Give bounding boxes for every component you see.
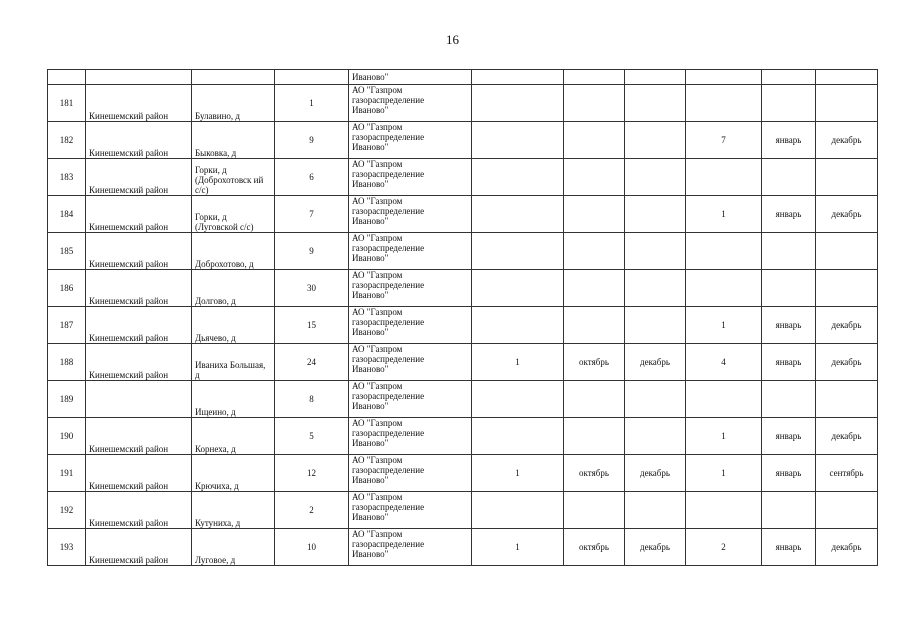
cell-locality [192,70,275,85]
end-month-second: декабрь [816,418,878,455]
row-number: 190 [48,418,86,455]
district-name [86,381,192,418]
quantity-second: 2 [686,529,762,566]
row-number: 188 [48,344,86,381]
organization-line: Иваново" [352,327,389,337]
start-month-second [762,381,816,418]
organization-line: АО "Газпром [352,307,403,317]
quantity-first [472,270,564,307]
organization-line: АО "Газпром [352,270,403,280]
end-month-second: декабрь [816,344,878,381]
row-number: 186 [48,270,86,307]
end-month-first [625,122,686,159]
locality-name: Долгово, д [192,270,275,307]
cell-district [86,70,192,85]
organization-line: газораспределение [352,428,425,438]
start-month-first [564,159,625,196]
schedule-table [47,69,878,566]
district-name: Кинешемский район [86,233,192,270]
start-month-first [564,233,625,270]
end-month-second: декабрь [816,122,878,159]
table-row [48,270,878,307]
locality-name: Булавино, д [192,85,275,122]
start-month-second [762,233,816,270]
end-month-first [625,85,686,122]
start-month-first [564,122,625,159]
row-number: 192 [48,492,86,529]
quantity-second [686,381,762,418]
district-name: Кинешемский район [86,307,192,344]
organization-line: Иваново" [352,512,389,522]
district-name: Кинешемский район [86,418,192,455]
district-name: Кинешемский район [86,85,192,122]
row-number: 191 [48,455,86,492]
object-count: 5 [275,418,349,455]
district-name: Кинешемский район [86,344,192,381]
table-row [48,196,878,233]
end-month-second: декабрь [816,529,878,566]
start-month-first [564,418,625,455]
organization-name [349,381,472,418]
start-month-first [564,85,625,122]
start-month-first: октябрь [564,455,625,492]
start-month-first [564,196,625,233]
row-number: 181 [48,85,86,122]
row-number: 189 [48,381,86,418]
end-month-second: сентябрь [816,455,878,492]
object-count: 1 [275,85,349,122]
quantity-first [472,85,564,122]
organization-line: газораспределение [352,280,425,290]
quantity-first: 1 [472,529,564,566]
start-month-second [762,85,816,122]
row-number: 193 [48,529,86,566]
table-row [48,122,878,159]
end-month-second: декабрь [816,307,878,344]
district-name: Кинешемский район [86,529,192,566]
quantity-second [686,233,762,270]
organization-line: Иваново" [352,142,389,152]
start-month-second: январь [762,307,816,344]
locality-name: Дьячево, д [192,307,275,344]
start-month-first: октябрь [564,529,625,566]
organization-line: газораспределение [352,169,425,179]
row-number: 185 [48,233,86,270]
quantity-second: 1 [686,196,762,233]
cell-num [48,70,86,85]
quantity-second [686,85,762,122]
cell-start1 [564,70,625,85]
end-month-second [816,492,878,529]
quantity-second [686,492,762,529]
district-name: Кинешемский район [86,159,192,196]
quantity-first [472,122,564,159]
quantity-second: 1 [686,418,762,455]
district-name: Кинешемский район [86,492,192,529]
quantity-second: 1 [686,307,762,344]
organization-line: АО "Газпром [352,122,403,132]
organization-name [349,307,472,344]
end-month-first: декабрь [625,344,686,381]
quantity-first [472,418,564,455]
quantity-first [472,307,564,344]
table-row [48,159,878,196]
organization-line: Иваново" [352,438,389,448]
table-row [48,307,878,344]
end-month-first [625,492,686,529]
organization-line: Иваново" [352,105,389,115]
object-count: 24 [275,344,349,381]
organization-line: газораспределение [352,539,425,549]
end-month-first [625,418,686,455]
table-row [48,85,878,122]
object-count: 10 [275,529,349,566]
end-month-first [625,196,686,233]
start-month-second [762,270,816,307]
organization-line: АО "Газпром [352,381,403,391]
district-name: Кинешемский район [86,455,192,492]
organization-line: Иваново" [352,179,389,189]
organization-name [349,159,472,196]
start-month-first: октябрь [564,344,625,381]
organization-line: газораспределение [352,465,425,475]
district-name: Кинешемский район [86,270,192,307]
continuation-row [48,70,878,85]
table-row [48,492,878,529]
quantity-first [472,492,564,529]
row-number: 183 [48,159,86,196]
organization-line: Иваново" [352,216,389,226]
organization-name [349,85,472,122]
organization-line: АО "Газпром [352,418,403,428]
quantity-second: 7 [686,122,762,159]
organization-name [349,344,472,381]
quantity-second [686,159,762,196]
object-count: 12 [275,455,349,492]
object-count: 7 [275,196,349,233]
start-month-first [564,307,625,344]
end-month-first [625,381,686,418]
organization-line: газораспределение [352,317,425,327]
organization-line: АО "Газпром [352,344,403,354]
cell-end2 [816,70,878,85]
organization-line: АО "Газпром [352,196,403,206]
end-month-first [625,307,686,344]
locality-name: Кутуниха, д [192,492,275,529]
start-month-second: январь [762,122,816,159]
table-row [48,381,878,418]
district-name: Кинешемский район [86,196,192,233]
quantity-first [472,233,564,270]
page-number: 16 [446,32,459,47]
organization-line: Иваново" [352,475,389,485]
end-month-first: декабрь [625,455,686,492]
table-row [48,344,878,381]
start-month-second: январь [762,418,816,455]
organization-line: газораспределение [352,132,425,142]
organization-line: газораспределение [352,502,425,512]
object-count: 30 [275,270,349,307]
quantity-first [472,196,564,233]
object-count: 9 [275,233,349,270]
cell-count [275,70,349,85]
table-row [48,529,878,566]
district-name: Кинешемский район [86,122,192,159]
start-month-second [762,159,816,196]
row-number: 184 [48,196,86,233]
organization-line: АО "Газпром [352,159,403,169]
start-month-second: январь [762,455,816,492]
quantity-first: 1 [472,344,564,381]
organization-name [349,492,472,529]
quantity-second: 1 [686,455,762,492]
organization-name [349,529,472,566]
organization-line: Иваново" [352,401,389,411]
start-month-first [564,381,625,418]
end-month-first [625,233,686,270]
organization-line: газораспределение [352,243,425,253]
organization-line: АО "Газпром [352,529,403,539]
organization-line: АО "Газпром [352,492,403,502]
end-month-first [625,159,686,196]
locality-name: Корнеха, д [192,418,275,455]
locality-name: Доброхотово, д [192,233,275,270]
cell-q1 [472,70,564,85]
start-month-first [564,270,625,307]
quantity-first: 1 [472,455,564,492]
end-month-second [816,85,878,122]
organization-line: Иваново" [352,253,389,263]
organization-name [349,455,472,492]
end-month-second [816,270,878,307]
table-row [48,455,878,492]
table-row [48,418,878,455]
organization-line: АО "Газпром [352,455,403,465]
locality-name: Крючиха, д [192,455,275,492]
object-count: 6 [275,159,349,196]
quantity-second: 4 [686,344,762,381]
quantity-first [472,381,564,418]
organization-name [349,122,472,159]
organization-line: газораспределение [352,354,425,364]
locality-name: Быковка, д [192,122,275,159]
organization-line: АО "Газпром [352,233,403,243]
object-count: 15 [275,307,349,344]
start-month-second: январь [762,529,816,566]
quantity-first [472,159,564,196]
cell-org: Иваново" [349,70,472,85]
locality-name: Иваниха Большая, д [192,344,275,381]
object-count: 9 [275,122,349,159]
start-month-second: январь [762,344,816,381]
organization-line: АО "Газпром [352,85,403,95]
cell-end1 [625,70,686,85]
locality-name: Горки, д (Доброхотовск ий с/с) [192,159,275,196]
end-month-first: декабрь [625,529,686,566]
locality-name: Луговое, д [192,529,275,566]
cell-q2 [686,70,762,85]
row-number: 187 [48,307,86,344]
organization-line: Иваново" [352,549,389,559]
end-month-second [816,233,878,270]
organization-line: газораспределение [352,95,425,105]
start-month-first [564,492,625,529]
object-count: 8 [275,381,349,418]
locality-name: Горки, д (Луговской с/с) [192,196,275,233]
object-count: 2 [275,492,349,529]
start-month-second: январь [762,196,816,233]
row-number: 182 [48,122,86,159]
organization-name [349,418,472,455]
organization-line: Иваново" [352,364,389,374]
organization-name [349,233,472,270]
end-month-second: декабрь [816,196,878,233]
organization-name [349,196,472,233]
end-month-second [816,381,878,418]
end-month-second [816,159,878,196]
start-month-second [762,492,816,529]
organization-line: Иваново" [352,290,389,300]
organization-line: газораспределение [352,391,425,401]
locality-name: Ищеино, д [192,381,275,418]
table-row [48,233,878,270]
organization-name [349,270,472,307]
cell-start2 [762,70,816,85]
end-month-first [625,270,686,307]
organization-line: газораспределение [352,206,425,216]
quantity-second [686,270,762,307]
